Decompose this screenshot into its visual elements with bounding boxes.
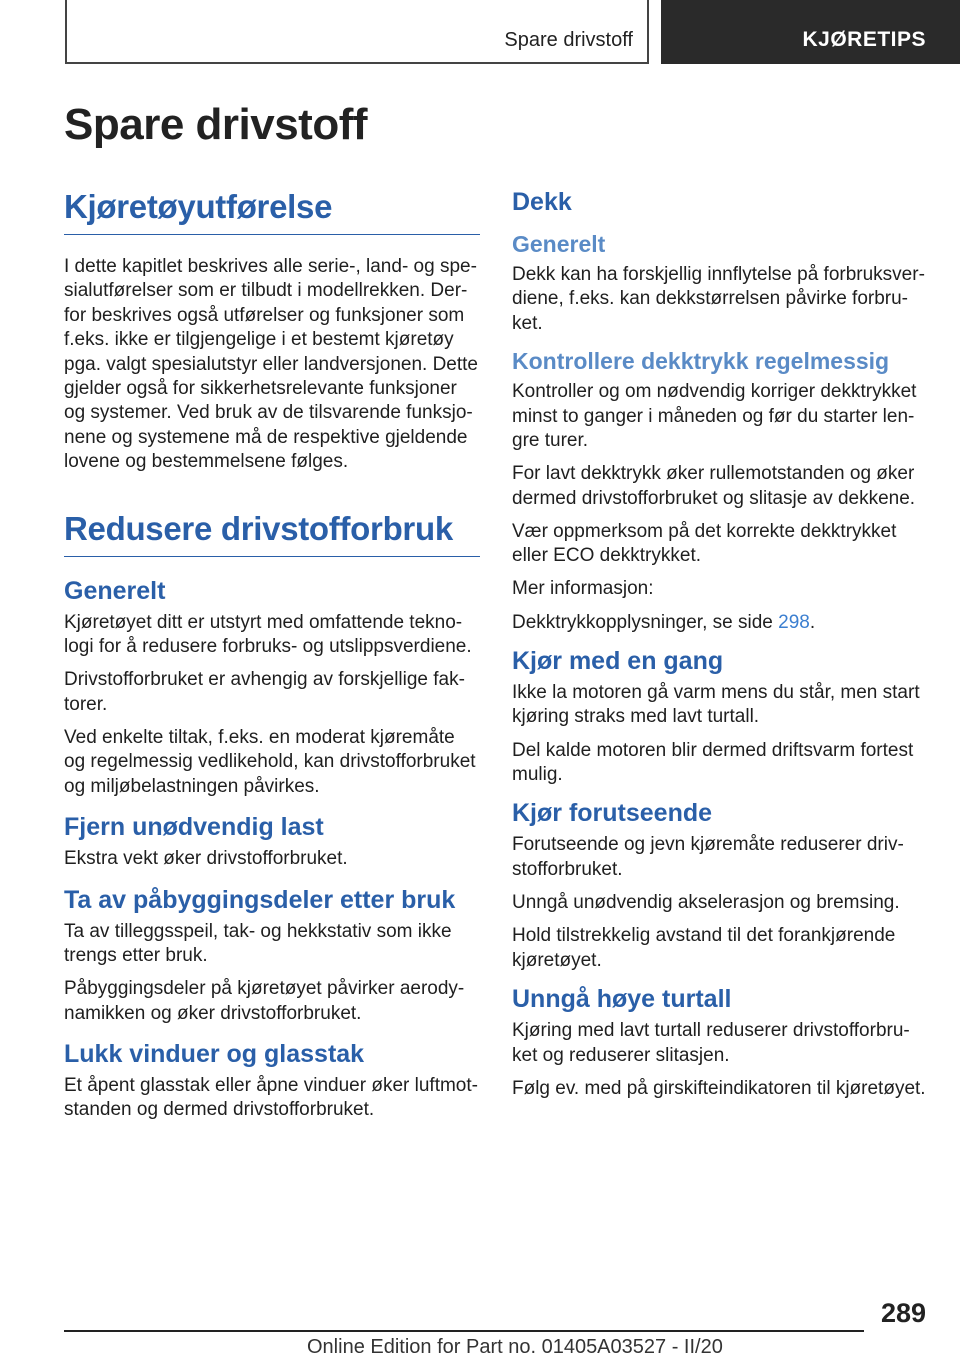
paragraph: Forutseende og jevn kjøremåte reduserer driv-stofforbruket. xyxy=(512,834,904,880)
page-number: 289 xyxy=(880,1298,926,1328)
footer-divider xyxy=(64,1330,864,1332)
paragraph: Ta av tilleggsspeil, tak- og hekkstativ som ikke trengs etter bruk. xyxy=(64,920,452,966)
subheading-fjern-last: Fjern unødvendig last xyxy=(64,813,324,842)
page-link-298[interactable]: 298 xyxy=(778,611,810,633)
paragraph: Vær oppmerksom på det korrekte dekktrykket eller ECO dekktrykket. xyxy=(512,520,897,567)
left-column xyxy=(64,188,480,1123)
page-title: Spare drivstoff xyxy=(64,100,368,149)
subheading-lukk-vinduer: Lukk vinduer og glasstak xyxy=(64,1039,365,1068)
subheading-dekk-generelt: Generelt xyxy=(512,231,606,257)
paragraph: Mer informasjon: xyxy=(512,578,654,600)
link-suffix: . xyxy=(809,611,816,633)
paragraph: Del kalde motoren blir dermed driftsvarm fortest mulig. xyxy=(512,739,914,786)
header-section-tab xyxy=(65,0,649,64)
header-category-label: KJØRETIPS xyxy=(802,28,926,51)
paragraph: I dette kapitlet beskrives alle serie-, land- og spe-sialutførelser som er tilbudt i modellrekken. Der-for beskrives også utførelser og funksjoner som f.eks. ikke er tilgjengelige i et bestemt kjøretøy pga. valgt spesialutstyr eller landversjonen. Dette gjelder også for sikkerhetsrelevante funksjoner og systemer. Ved bruk av de tilsvarende funksjo-nene og systemene må de respektive gjeldende lovene og bestemmelsene følges. xyxy=(64,256,479,473)
section-heading-redusere-drivstofforbruk: Redusere drivstofforbruk xyxy=(64,510,480,557)
paragraph: Påbyggingsdeler på kjøretøyet påvirker aerody-namikken og øker drivstofforbruket. xyxy=(64,978,465,1024)
paragraph: Drivstofforbruket er avhengig av forskjellige fak-torer. xyxy=(64,669,465,715)
paragraph: Kontroller og om nødvendig korriger dekktrykket minst to ganger i måneden og før du starter len-gre turer. xyxy=(512,381,917,452)
paragraph: Ikke la motoren gå varm mens du står, men start kjøring straks med lavt turtall. xyxy=(512,682,920,728)
footer-edition: Online Edition for Part no. 01405A03527 - II/20 xyxy=(307,1336,723,1358)
subheading-generelt: Generelt xyxy=(64,576,166,605)
section-heading-dekk: Dekk xyxy=(512,188,572,216)
paragraph-with-link xyxy=(512,611,928,635)
subheading-kjor-med-en-gang: Kjør med en gang xyxy=(512,647,724,676)
paragraph: Kjøretøyet ditt er utstyrt med omfattende tekno-logi for å redusere forbruks- og utslippsverdiene. xyxy=(64,611,472,658)
paragraph: Hold tilstrekkelig avstand til det forankjørende kjøretøyet. xyxy=(512,925,896,971)
right-column xyxy=(512,188,928,1101)
paragraph: Et åpent glasstak eller åpne vinduer øker luftmot-standen og dermed drivstofforbruket. xyxy=(64,1074,478,1121)
paragraph: Dekk kan ha forskjellig innflytelse på forbruksver-diene, f.eks. kan dekkstørrelsen påvirke forbru-ket. xyxy=(512,264,925,334)
header-category-tab xyxy=(661,0,960,64)
link-prefix: Dekktrykkopplysninger, se side xyxy=(512,611,779,633)
paragraph: Unngå unødvendig akselerasjon og bremsing. xyxy=(512,892,900,914)
header-section-label: Spare drivstoff xyxy=(504,29,633,51)
paragraph: Kjøring med lavt turtall reduserer drivstofforbru-ket og reduserer slitasjen. xyxy=(512,1020,910,1066)
subheading-kjor-forutseende: Kjør forutseende xyxy=(512,799,713,828)
section-heading-kjoretoyutforelse: Kjøretøyutførelse xyxy=(64,188,480,235)
subheading-kontrollere-dekktrykk: Kontrollere dekktrykk regelmessig xyxy=(512,348,890,375)
subheading-pabyggingsdeler: Ta av påbyggingsdeler etter bruk xyxy=(64,885,456,914)
paragraph: Ved enkelte tiltak, f.eks. en moderat kjøremåte og regelmessig vedlikehold, kan drivstofforbruket og miljøbelastningen påvirkes. xyxy=(64,726,476,797)
paragraph: Ekstra vekt øker drivstofforbruket. xyxy=(64,848,348,870)
paragraph: For lavt dekktrykk øker rullemotstanden og øker dermed drivstofforbruket og slitasje av dekkene. xyxy=(512,463,916,509)
subheading-unnga-hoye-turtall: Unngå høye turtall xyxy=(512,985,732,1014)
paragraph: Følg ev. med på girskifteindikatoren til kjøretøyet. xyxy=(512,1077,926,1099)
